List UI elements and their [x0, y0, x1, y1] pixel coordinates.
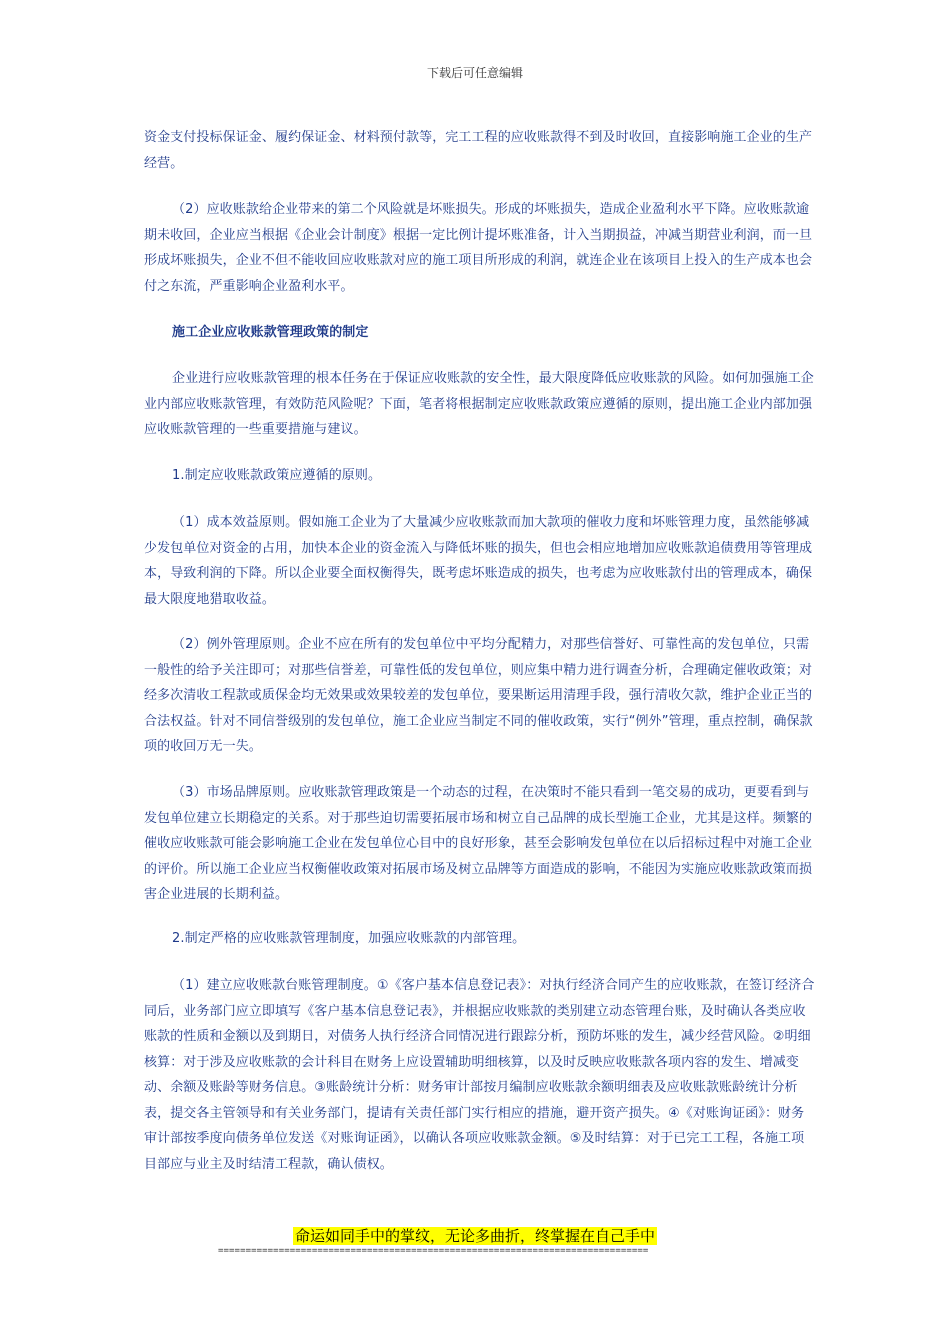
body-paragraph: [144, 973, 816, 1177]
paragraph-text: （1）建立应收账款台账管理制度。①《客户基本信息登记表》：对执行经济合同产生的应收账款，在签订经济合同后，业务部门应立即填写《客户基本信息登记表》，并根据应收账款的类别建立动态管理台账，及时确认各类应收账款的性质和金额以及到期日，对债务人执行经济合同情况进行跟踪分析，预防坏账的发生，减少经营风险。②明细核算：对于涉及应收账款的会计科目在财务上应设置辅助明细核算，以及时反映应收账款各项内容的发生、增减变动、余额及账龄等财务信息。③账龄统计分析：财务审计部按月编制应收账款余额明细表及应收账款账龄统计分析表，提交各主管领导和有关业务部门，提请有关责任部门实行相应的措施，避开资产损失。④《对账询证函》：财务审计部按季度向债务单位发送《对账询证函》，以确认各项应收账款金额。⑤及时结算：对于已完工工程，各施工项目部应与业主及时结清工程款，确认债权。: [144, 978, 815, 1172]
paragraph-text: （2）应收账款给企业带来的第二个风险就是坏账损失。形成的坏账损失，造成企业盈利水平下降。应收账款逾期未收回，企业应当根据《企业会计制度》根据一定比例计提坏账准备，计入当期损益，冲减当期营业利润，而一旦形成坏账损失，企业不但不能收回应收账款对应的施工项目所形成的利润，就连企业在该项目上投入的生产成本也会付之东流，严重影响企业盈利水平。: [144, 202, 813, 294]
numbered-heading-text: 2.制定严格的应收账款管理制度，加强应收账款的内部管理。: [172, 931, 526, 946]
section-heading: [144, 320, 816, 346]
paragraph-text: （3）市场品牌原则。应收账款管理政策是一个动态的过程，在决策时不能只看到一笔交易的成功，更要看到与发包单位建立长期稳定的关系。对于那些迫切需要拓展市场和树立自己品牌的成长型施工企业，尤其是这样。频繁的催收应收账款可能会影响施工企业在发包单位心目中的良好形象，甚至会影响发包单位在以后招标过程中对施工企业的评价。所以施工企业应当权衡催收政策对拓展市场及树立品牌等方面造成的影响，不能因为实施应收账款政策而损害企业进展的长期利益。: [144, 785, 813, 902]
footer-motto: [0, 1226, 950, 1246]
numbered-heading-text: 1.制定应收账款政策应遵循的原则。: [172, 468, 382, 483]
body-paragraph: [144, 125, 816, 176]
body-paragraph: [144, 366, 816, 443]
body-paragraph: [144, 197, 816, 299]
paragraph-text: 企业进行应收账款管理的根本任务在于保证应收账款的安全性，最大限度降低应收账款的风险。如何加强施工企业内部应收账款管理，有效防范风险呢？下面，笔者将根据制定应收账款政策应遵循的原则，提出施工企业内部加强应收账款管理的一些重要措施与建议。: [144, 371, 814, 437]
body-paragraph: [144, 632, 816, 760]
body-paragraph: [144, 780, 816, 908]
numbered-heading: [144, 463, 816, 489]
paragraph-text: 资金支付投标保证金、履约保证金、材料预付款等，完工工程的应收账款得不到及时收回，直接影响施工企业的生产经营。: [144, 130, 813, 171]
footer-motto-text: 命运如同手中的掌纹，无论多曲折，终掌握在自己手中: [294, 1227, 655, 1245]
section-heading-text: 施工企业应收账款管理政策的制定: [172, 325, 369, 340]
footer-rule: ==============================================================================: [218, 1246, 649, 1256]
body-paragraph: [144, 510, 816, 612]
page-header: 下载后可任意编辑: [426, 66, 523, 80]
paragraph-text: （2）例外管理原则。企业不应在所有的发包单位中平均分配精力，对那些信誉好、可靠性高的发包单位，只需一般性的给予关注即可；对那些信誉差，可靠性低的发包单位，则应集中精力进行调查分析，合理确定催收政策；对经多次清收工程款或质保金均无效果或效果较差的发包单位，要果断运用清理手段，强行清收欠款，维护企业正当的合法权益。针对不同信誉级别的发包单位，施工企业应当制定不同的催收政策，实行“例外”管理，重点控制，确保款项的收回万无一失。: [144, 637, 813, 754]
numbered-heading: [144, 926, 816, 952]
paragraph-text: （1）成本效益原则。假如施工企业为了大量减少应收账款而加大款项的催收力度和坏账管理力度，虽然能够减少发包单位对资金的占用，加快本企业的资金流入与降低坏账的损失，但也会相应地增加应收账款追债费用等管理成本，导致利润的下降。所以企业要全面权衡得失，既考虑坏账造成的损失，也考虑为应收账款付出的管理成本，确保最大限度地猎取收益。: [144, 515, 813, 607]
